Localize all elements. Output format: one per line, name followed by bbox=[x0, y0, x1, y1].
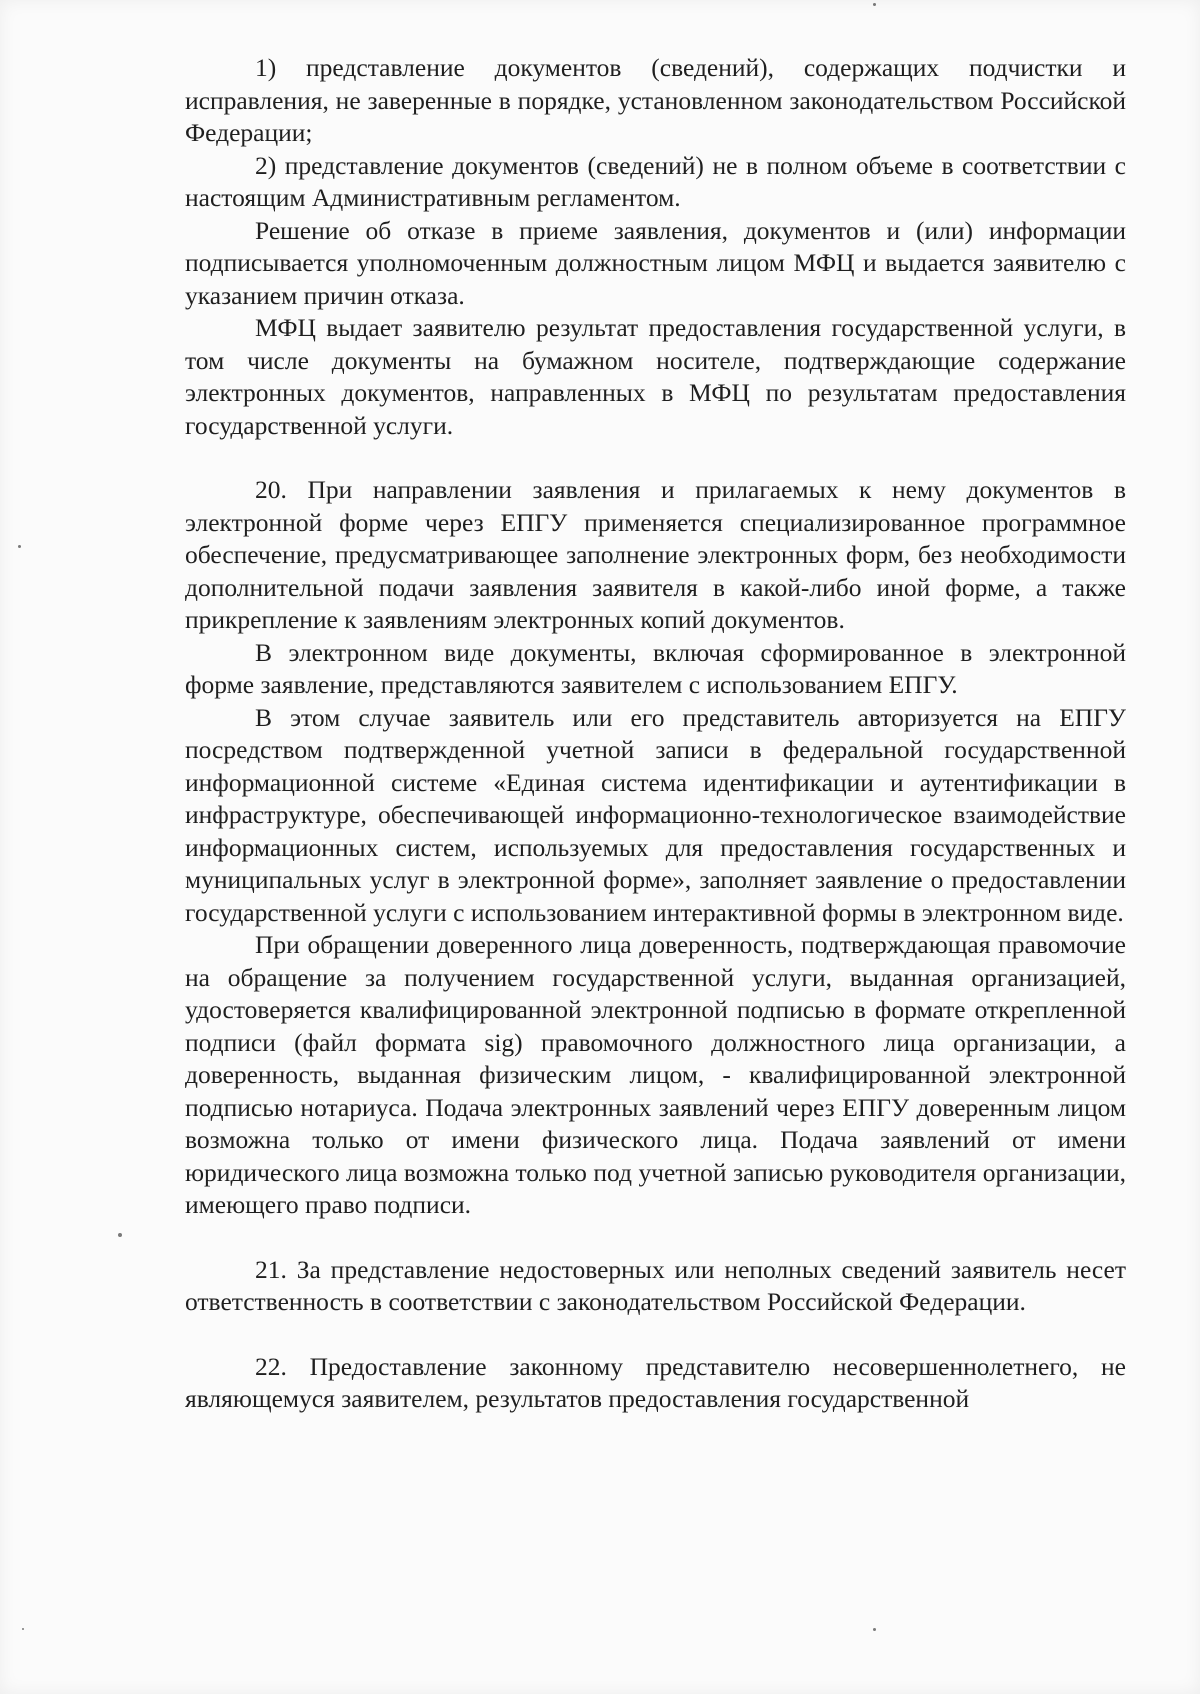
paragraph-item-2: 2) представление документов (сведений) не в полном объеме в соответствии с настоящим Административным регламентом. bbox=[185, 150, 1126, 212]
document-body bbox=[185, 52, 1126, 1416]
section-spacer bbox=[185, 1222, 1126, 1254]
section-spacer bbox=[185, 1319, 1126, 1351]
paragraph-refusal-decision: Решение об отказе в приеме заявления, документов и (или) информации подписывается уполномоченным должностным лицом МФЦ и выдается заявителю с указанием причин отказа. bbox=[185, 215, 1126, 310]
paragraph-section-22: 22. Предоставление законному представителю несовершеннолетнего, не являющемуся заявителем, результатов предоставления государственной bbox=[185, 1351, 1126, 1413]
paragraph-proxy: При обращении доверенного лица доверенность, подтверждающая правомочие на обращение за получением государственной услуги, выданная организацией, удостоверяется квалифицированной электронной подписью в формате открепленной подписи (файл формата sig) правомочного должностного лица организации, а доверенность, выданная физическим лицом, - квалифицированной электронной подписью нотариуса. Подача электронных заявлений через ЕПГУ доверенным лицом возможна только от имени физического лица. Подача заявлений от имени юридического лица возможна только под учетной записью руководителя организации, имеющего право подписи. bbox=[185, 930, 1126, 1219]
paragraph-item-1: 1) представление документов (сведений), содержащих подчистки и исправления, не заверенные в порядке, установленном законодательством Российской Федерации; bbox=[185, 53, 1126, 147]
paragraph-section-21: 21. За представление недостоверных или неполных сведений заявитель несет ответственность в соответствии с законодательством Российской Федерации. bbox=[185, 1254, 1126, 1316]
paragraph-authorization: В этом случае заявитель или его представитель авторизуется на ЕПГУ посредством подтвержденной учетной записи в федеральной государственной информационной системе «Единая система идентификации и аутентификации в инфраструктуре, обеспечивающей информационно-технологическое взаимодействие информационных систем, используемых для предоставления государственных и муниципальных услуг в электронной форме», заполняет заявление о предоставлении государственной услуги с использованием интерактивной формы в электронном виде. bbox=[185, 702, 1126, 927]
section-spacer bbox=[185, 442, 1126, 474]
paragraph-electronic-documents: В электронном виде документы, включая сформированное в электронной форме заявление, представляются заявителем с использованием ЕПГУ. bbox=[185, 637, 1126, 699]
paragraph-section-20: 20. При направлении заявления и прилагаемых к нему документов в электронной форме через ЕПГУ применяется специализированное программное обеспечение, предусматривающее заполнение электронных форм, без необходимости дополнительной подачи заявления заявителя в какой-либо иной форме, а также прикрепление к заявлениям электронных копий документов. bbox=[185, 475, 1126, 634]
scan-speck bbox=[22, 1628, 24, 1630]
paragraph-mfc-result: МФЦ выдает заявителю результат предоставления государственной услуги, в том числе документы на бумажном носителе, подтверждающие содержание электронных документов, направленных в МФЦ по результатам предоставления государственной услуги. bbox=[185, 313, 1126, 440]
scan-speck bbox=[873, 3, 876, 6]
scan-speck bbox=[18, 545, 21, 548]
scan-speck bbox=[873, 1628, 876, 1631]
scan-speck bbox=[118, 1233, 122, 1237]
